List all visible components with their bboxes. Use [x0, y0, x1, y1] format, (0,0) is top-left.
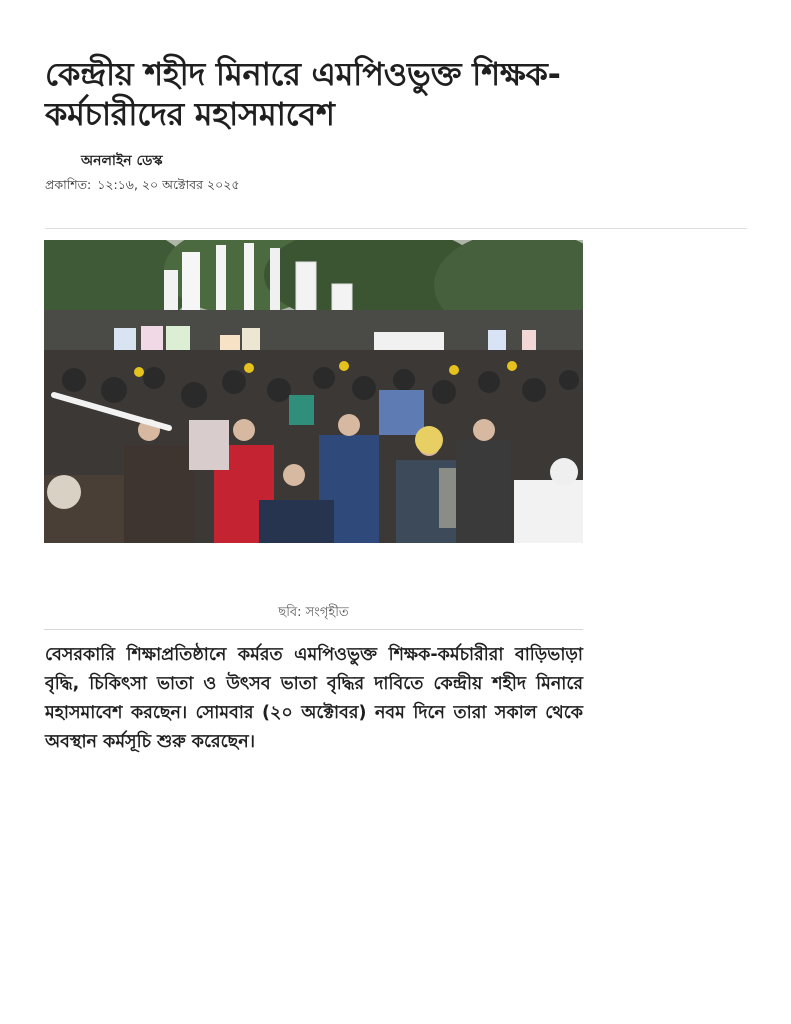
author-name[interactable]: অনলাইন ডেস্ক	[81, 153, 163, 169]
published-time: ১২:১৬, ২০ অক্টোবর ২০২৫	[97, 177, 240, 192]
photo-caption: ছবি: সংগৃহীত	[278, 605, 349, 620]
rally-photo-illustration	[44, 240, 583, 543]
published-info	[45, 177, 241, 197]
caption-divider	[44, 629, 583, 630]
article-photo[interactable]	[44, 240, 583, 543]
header-divider	[45, 228, 747, 229]
author-row	[45, 149, 163, 173]
published-label: প্রকাশিত:	[45, 177, 92, 192]
article-body: বেসরকারি শিক্ষাপ্রতিষ্ঠানে কর্মরত এমপিওভুক্ত শিক্ষক-কর্মচারীরা বাড়িভাড়া বৃদ্ধি, চিকিৎসা ভাতা ও উৎসব ভাতা বৃদ্ধির দাবিতে কেন্দ্রীয় শহীদ মিনারে মহাসমাবেশ করছেন। সোমবার (২০ অক্টোবর) নবম দিনে তারা সকাল থেকে অবস্থান কর্মসূচি শুরু করেছেন।	[45, 645, 583, 752]
article-headline: কেন্দ্রীয় শহীদ মিনারে এমপিওভুক্ত শিক্ষক-কর্মচারীদের মহাসমাবেশ	[45, 55, 561, 133]
author-avatar-icon	[45, 153, 73, 169]
